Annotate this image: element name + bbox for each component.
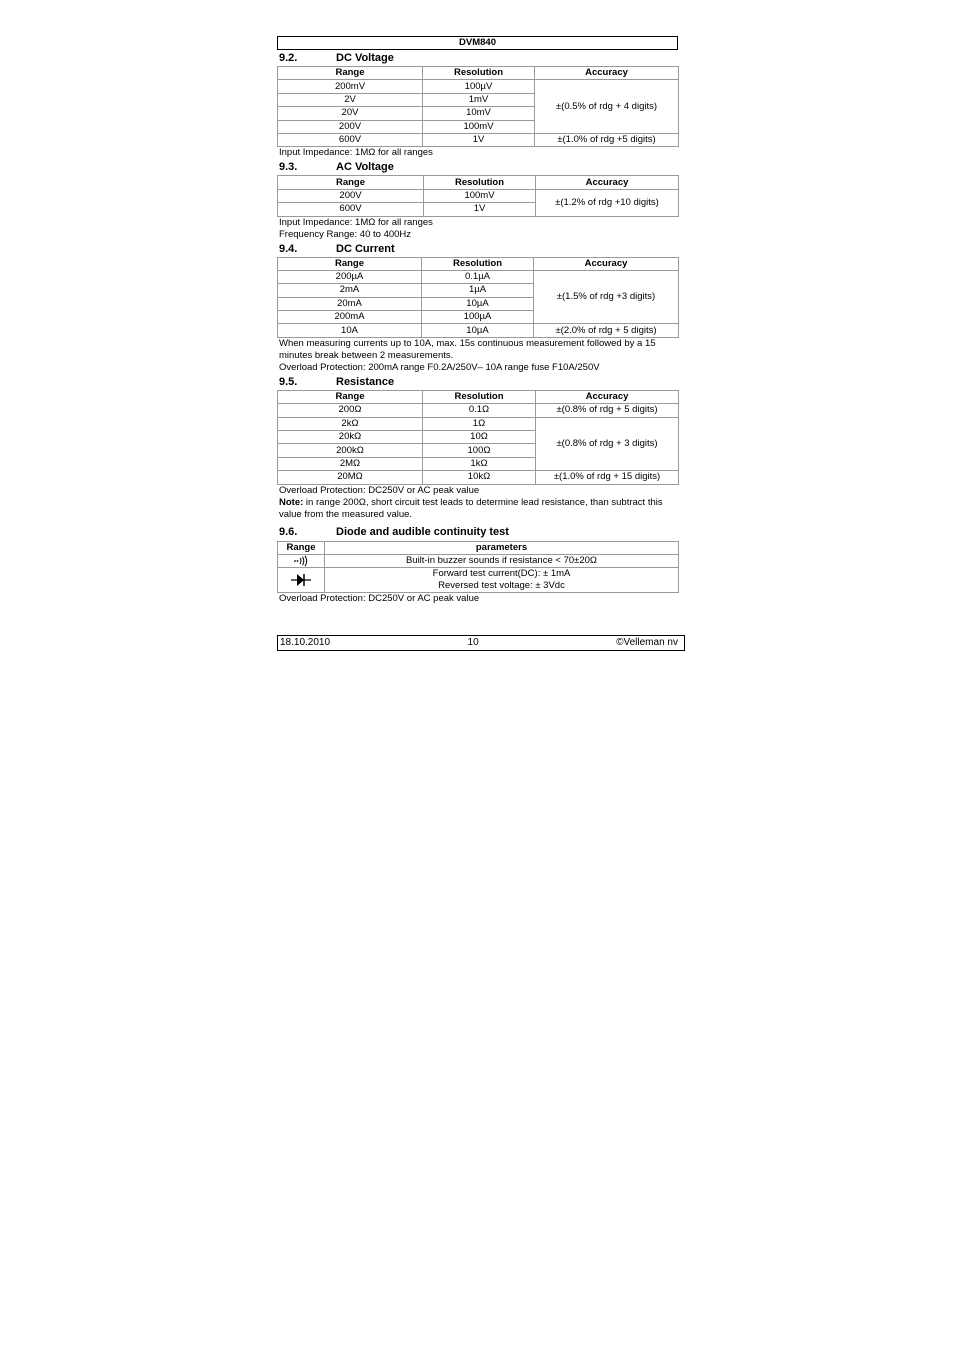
range-cell: 200mA [278, 311, 422, 324]
page-footer [277, 635, 685, 651]
range-cell: 200kΩ [278, 444, 423, 457]
column-header: Resolution [422, 257, 534, 270]
resolution-cell: 10µA [422, 297, 534, 310]
section-number: 9.3. [279, 161, 298, 174]
range-cell: 20mA [278, 297, 422, 310]
section-heading: Resistance [336, 375, 395, 388]
table-row [278, 133, 679, 146]
section-number: 9.6. [279, 525, 298, 538]
resolution-cell: 0.1Ω [423, 404, 536, 417]
table-row [278, 471, 679, 484]
section-dc-current-title [277, 242, 678, 257]
section-heading: DC Current [336, 242, 395, 255]
column-header: Range [278, 257, 422, 270]
footer-date: 18.10.2010 [280, 637, 331, 648]
resolution-cell: 1Ω [423, 417, 536, 430]
note: When measuring currents up to 10A, max. 15s continuous measurement followed by a 15 minutes break between 2 measurements. [279, 337, 656, 361]
resolution-cell: 100mV [424, 189, 536, 202]
section-ac-voltage-title [277, 160, 678, 175]
section-dc-voltage-title [277, 51, 678, 66]
table-header-row [278, 541, 679, 554]
note-label: Note: [279, 496, 304, 508]
range-cell: 2V [278, 93, 423, 106]
accuracy-cell: ±(0.5% of rdg + 4 digits) [535, 80, 679, 134]
resolution-cell: 10Ω [423, 431, 536, 444]
range-cell: 2MΩ [278, 457, 423, 470]
accuracy-cell: ±(1.2% of rdg +10 digits) [536, 189, 679, 216]
accuracy-cell: ±(0.8% of rdg + 5 digits) [536, 404, 679, 417]
range-cell: 200V [278, 189, 424, 202]
note: Overload Protection: DC250V or AC peak value [279, 484, 480, 496]
column-header: Range [278, 541, 325, 554]
page-content [277, 36, 678, 605]
accuracy-cell: ±(1.5% of rdg +3 digits) [534, 270, 679, 324]
buzzer-parameters: Built-in buzzer sounds if resistance < 70±20Ω [325, 554, 679, 567]
footer-copyright: ©Velleman nv [616, 637, 678, 648]
note: Overload Protection: 200mA range F0.2A/250V– 10A range fuse F10A/250V [279, 361, 600, 373]
buzzer-icon [278, 554, 325, 567]
section-diode-title [277, 525, 678, 540]
note: Overload Protection: DC250V or AC peak value [279, 593, 480, 605]
diode-icon [278, 568, 325, 593]
range-cell: 2mA [278, 284, 422, 297]
range-cell: 200Ω [278, 404, 423, 417]
resolution-cell: 0.1µA [422, 270, 534, 283]
table-row [278, 568, 679, 593]
table-header-row [278, 390, 679, 403]
dc-voltage-table [277, 66, 679, 147]
range-cell: 200µA [278, 270, 422, 283]
diode-parameters [325, 568, 679, 593]
range-cell: 2kΩ [278, 417, 423, 430]
range-cell: 20MΩ [278, 471, 423, 484]
table-row [278, 270, 679, 283]
column-header: Resolution [424, 176, 536, 189]
table-row [278, 404, 679, 417]
section-heading: AC Voltage [336, 161, 394, 174]
column-header: Accuracy [536, 176, 679, 189]
resolution-cell: 100µV [423, 80, 535, 93]
ac-voltage-table [277, 175, 679, 216]
accuracy-cell: ±(1.0% of rdg +5 digits) [535, 133, 679, 146]
table-row [278, 554, 679, 567]
table-header-row [278, 67, 679, 80]
column-header: Range [278, 176, 424, 189]
column-header: Range [278, 390, 423, 403]
column-header: Resolution [423, 390, 536, 403]
section-resistance-title [277, 375, 678, 390]
section-number: 9.4. [279, 242, 298, 255]
range-cell: 600V [278, 133, 423, 146]
range-cell: 600V [278, 203, 424, 216]
resolution-cell: 10µA [422, 324, 534, 337]
note: Frequency Range: 40 to 400Hz [279, 228, 412, 240]
section-number: 9.5. [279, 375, 298, 388]
footer-page-number: 10 [467, 637, 479, 648]
note: Input Impedance: 1MΩ for all ranges [279, 147, 433, 159]
table-row [278, 417, 679, 430]
column-header: Accuracy [535, 67, 679, 80]
section-number: 9.2. [279, 52, 298, 64]
resolution-cell: 1mV [423, 93, 535, 106]
resolution-cell: 100Ω [423, 444, 536, 457]
diode-table [277, 541, 679, 594]
resolution-cell: 1kΩ [423, 457, 536, 470]
range-cell: 200mV [278, 80, 423, 93]
diode-forward-current: Forward test current(DC): ± 1mA [432, 568, 571, 580]
accuracy-cell: ±(2.0% of rdg + 5 digits) [534, 324, 679, 337]
range-cell: 20V [278, 107, 423, 120]
resolution-cell: 1V [424, 203, 536, 216]
range-cell: 200V [278, 120, 423, 133]
note-text: in range 200Ω, short circuit test leads to determine lead resistance, than subtract this value from the measured value. [279, 496, 663, 520]
resolution-cell: 1V [423, 133, 535, 146]
column-header: Accuracy [536, 390, 679, 403]
range-cell: 20kΩ [278, 431, 423, 444]
resolution-cell: 10kΩ [423, 471, 536, 484]
dc-current-table [277, 257, 679, 338]
accuracy-cell: ±(0.8% of rdg + 3 digits) [536, 417, 679, 471]
accuracy-cell: ±(1.0% of rdg + 15 digits) [536, 471, 679, 484]
note: Input Impedance: 1MΩ for all ranges [279, 216, 433, 228]
document-header: DVM840 [277, 36, 678, 50]
diode-reverse-voltage: Reversed test voltage: ± 3Vdc [438, 580, 565, 592]
resistance-table [277, 390, 679, 485]
resolution-cell: 10mV [423, 107, 535, 120]
table-header-row [278, 176, 679, 189]
resolution-cell: 100µA [422, 311, 534, 324]
range-cell: 10A [278, 324, 422, 337]
table-row [278, 189, 679, 202]
table-row [278, 324, 679, 337]
table-row [278, 80, 679, 93]
section-heading: DC Voltage [336, 52, 394, 64]
note [277, 497, 678, 521]
resolution-cell: 100mV [423, 120, 535, 133]
column-header: Range [278, 67, 423, 80]
column-header: parameters [325, 541, 679, 554]
table-header-row [278, 257, 679, 270]
column-header: Accuracy [534, 257, 679, 270]
resolution-cell: 1µA [422, 284, 534, 297]
column-header: Resolution [423, 67, 535, 80]
section-heading: Diode and audible continuity test [336, 525, 509, 538]
